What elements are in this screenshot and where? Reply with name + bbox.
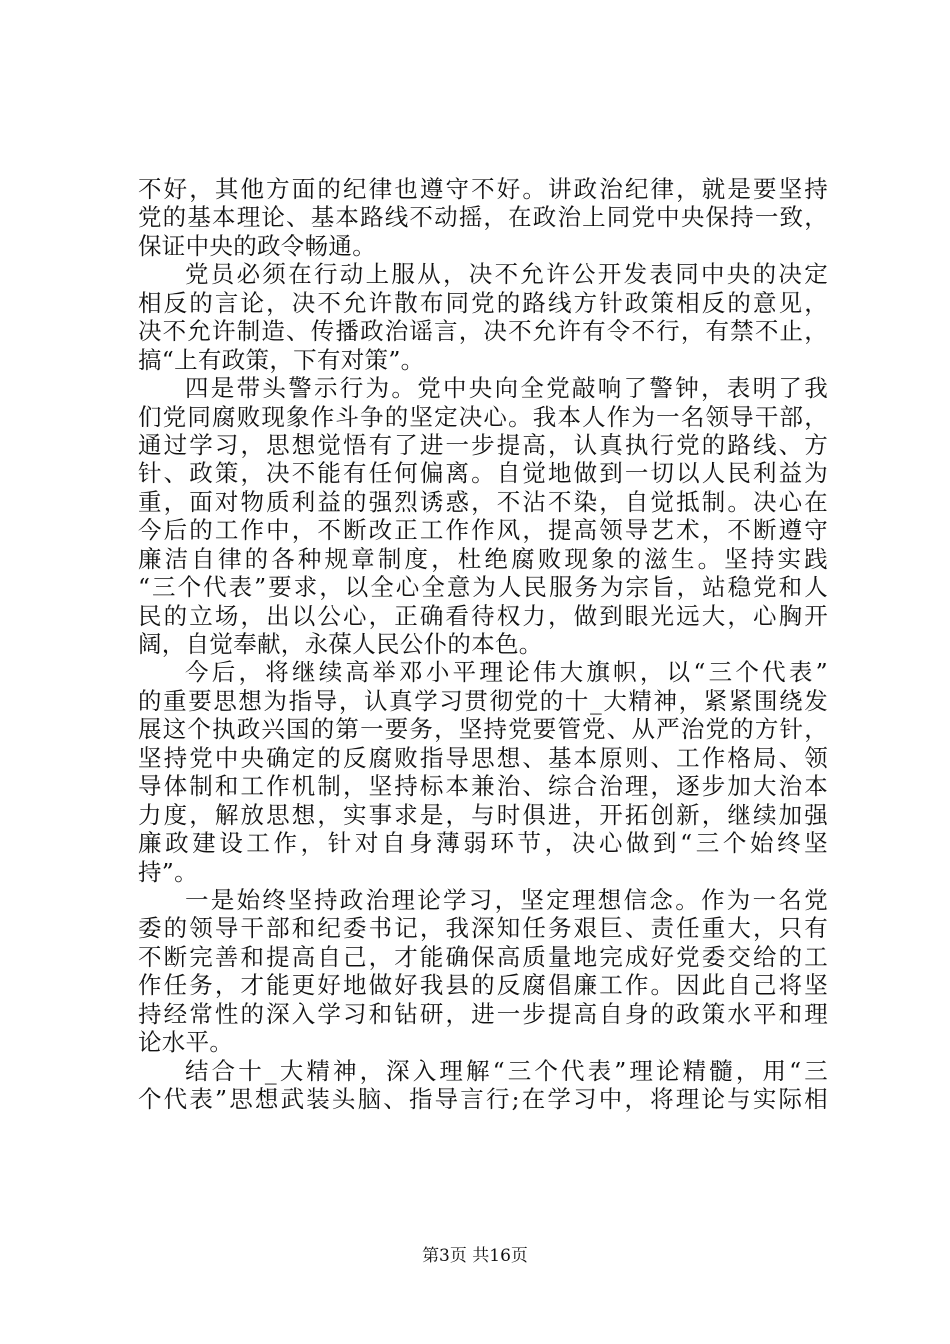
text-line: 个代表”思想武装头脑、指导言行;在学习中，将理论与实际相 — [138, 1085, 828, 1113]
text-line: 廉洁自律的各种规章制度，杜绝腐败现象的滋生。坚持实践 — [138, 544, 828, 573]
text-line: 重，面对物质利益的强烈诱惑，不沾不染，自觉抵制。决心在 — [138, 487, 828, 516]
text-line: 持经常性的深入学习和钻研，进一步提高自身的政策水平和理 — [138, 999, 828, 1028]
text-line: 搞“上有政策，下有对策”。 — [138, 345, 425, 374]
text-line: 四是带头警示行为。党中央向全党敲响了警钟，表明了我 — [185, 374, 828, 403]
text-line: 党员必须在行动上服从，决不允许公开发表同中央的决定 — [185, 260, 828, 289]
text-line: 力度，解放思想，实事求是，与时俱进，开拓创新，继续加强 — [138, 800, 828, 829]
text-line: 一是始终坚持政治理论学习，坚定理想信念。作为一名党 — [185, 885, 828, 914]
text-line: 廉政建设工作，针对自身薄弱环节，决心做到“三个始终坚 — [138, 829, 828, 858]
text-line: 结合十_大精神，深入理解“三个代表”理论精髓，用“三 — [185, 1056, 828, 1085]
text-line: 今后的工作中，不断改正工作作风，提高领导艺术，不断遵守 — [138, 516, 828, 545]
page-footer: 第3页 共16页 — [422, 1246, 528, 1266]
text-line: 导体制和工作机制，坚持标本兼治、综合治理，逐步加大治本 — [138, 772, 828, 801]
text-line: 通过学习，思想觉悟有了进一步提高，认真执行党的路线、方 — [138, 430, 828, 459]
text-line: 决不允许制造、传播政治谣言，决不允许有令不行，有禁不止， — [138, 317, 828, 346]
body-text — [138, 175, 828, 1113]
text-line: 今后，将继续高举邓小平理论伟大旗帜，以“三个代表” — [185, 658, 828, 687]
text-line: 的重要思想为指导，认真学习贯彻党的十_大精神，紧紧围绕发 — [138, 686, 828, 715]
text-line: 委的领导干部和纪委书记，我深知任务艰巨、责任重大，只有 — [138, 914, 828, 943]
text-line: 党的基本理论、基本路线不动摇，在政治上同党中央保持一致， — [138, 203, 828, 232]
text-line: 相反的言论，决不允许散布同党的路线方针政策相反的意见， — [138, 288, 828, 317]
text-line: 针、政策，决不能有任何偏离。自觉地做到一切以人民利益为 — [138, 459, 828, 488]
text-line: 民的立场，出以公心，正确看待权力，做到眼光远大，心胸开 — [138, 601, 828, 630]
text-line: 作任务，才能更好地做好我县的反腐倡廉工作。因此自己将坚 — [138, 971, 828, 1000]
text-line: 持”。 — [138, 857, 198, 886]
text-line: 坚持党中央确定的反腐败指导思想、基本原则、工作格局、领 — [138, 743, 828, 772]
text-line: “三个代表”要求，以全心全意为人民服务为宗旨，站稳党和人 — [138, 573, 828, 602]
text-line: 论水平。 — [138, 1028, 234, 1057]
text-line: 们党同腐败现象作斗争的坚定决心。我本人作为一名领导干部， — [138, 402, 828, 431]
text-line: 阔，自觉奉献，永葆人民公仆的本色。 — [138, 630, 543, 658]
text-line: 不断完善和提高自己，才能确保高质量地完成好党委交给的工 — [138, 942, 828, 971]
text-line: 不好，其他方面的纪律也遵守不好。讲政治纪律，就是要坚持 — [138, 175, 828, 203]
text-line: 展这个执政兴国的第一要务，坚持党要管党、从严治党的方针， — [138, 715, 828, 744]
text-line: 保证中央的政令畅通。 — [138, 231, 376, 260]
